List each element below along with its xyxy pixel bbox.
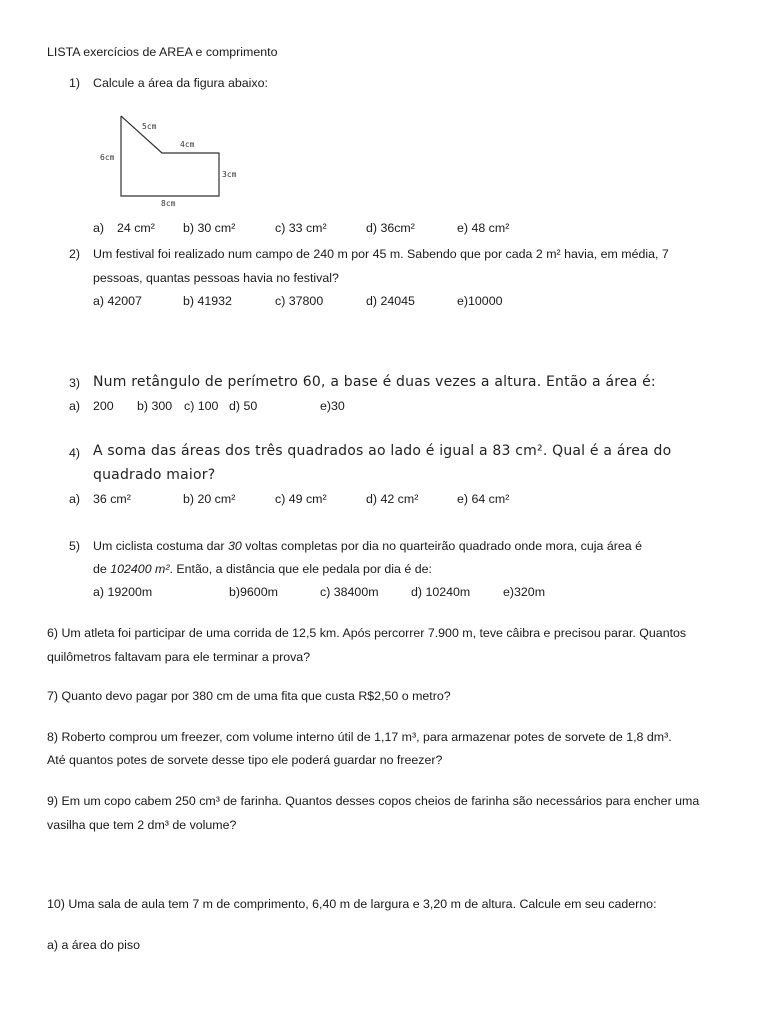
label-8cm: 8cm [161, 199, 176, 208]
q4-option-c: c) 49 cm² [275, 492, 327, 506]
q3-option-label-a: a) [69, 399, 81, 413]
q5-option-e: e)320m [503, 585, 546, 599]
q4-line1: A soma das áreas dos três quadrados ao lado é igual a 83 cm². Qual é a área do [93, 443, 672, 459]
page-title: LISTA exercícios de AREA e comprimento [47, 45, 278, 59]
q2-option-c: c) 37800 [275, 294, 324, 308]
q5-laps: 30 [227, 539, 242, 553]
q4-option-e: e) 64 cm² [457, 492, 510, 506]
q1-option-a: 24 cm² [117, 221, 155, 235]
q3-option-a: 200 [93, 399, 114, 413]
q2-option-d: d) 24045 [366, 294, 415, 308]
q5-option-a: a) 19200m [93, 585, 153, 599]
q7-line1: 7) Quanto devo pagar por 380 cm de uma fita que custa R$2,50 o metro? [47, 689, 451, 703]
q5-line1-a: Um ciclista costuma dar [93, 539, 228, 553]
q4-line2: quadrado maior? [93, 467, 216, 483]
label-3cm: 3cm [222, 170, 237, 179]
q2-number: 2) [69, 247, 81, 261]
q2-option-b: b) 41932 [183, 294, 232, 308]
q5-area: 102400 m² [110, 562, 170, 576]
q5-line1 [93, 538, 642, 554]
q3-option-e: e)30 [320, 399, 345, 413]
q2-line1: Um festival foi realizado num campo de 240 m por 45 m. Sabendo que por cada 2 m² havia, em média, 7 [93, 247, 669, 261]
q10-line1: 10) Uma sala de aula tem 7 m de comprimento, 6,40 m de largura e 3,20 m de altura. Calcule em seu caderno: [47, 897, 657, 911]
q2-line2: pessoas, quantas pessoas havia no festival? [93, 271, 339, 285]
q3-option-d: d) 50 [229, 399, 258, 413]
q5-number: 5) [69, 539, 81, 553]
label-5cm: 5cm [142, 122, 157, 131]
q1-number: 1) [69, 76, 81, 90]
q1-option-c: c) 33 cm² [275, 221, 327, 235]
q5-line2-a: de [93, 562, 111, 576]
q5-option-d: d) 10240m [411, 585, 471, 599]
q6-line2: quilômetros faltavam para ele terminar a prova? [47, 650, 311, 664]
label-4cm: 4cm [180, 140, 195, 149]
q3-option-c: c) 100 [184, 399, 219, 413]
q8-line2: Até quantos potes de sorvete desse tipo ele poderá guardar no freezer? [47, 753, 443, 767]
q1-option-label-a: a) [93, 221, 105, 235]
q4-option-d: d) 42 cm² [366, 492, 419, 506]
q1-option-d: d) 36cm² [366, 221, 415, 235]
q4-number: 4) [69, 446, 81, 460]
q2-option-e: e)10000 [457, 294, 503, 308]
q5-line2-c: . Então, a distância que ele pedala por dia é de: [169, 562, 432, 576]
q4-option-label-a: a) [69, 492, 81, 506]
q3-number: 3) [69, 376, 81, 390]
q10-item-a: a) a área do piso [47, 938, 140, 952]
q4-option-a: 36 cm² [93, 492, 131, 506]
q5-option-c: c) 38400m [320, 585, 379, 599]
q1-option-b: b) 30 cm² [183, 221, 236, 235]
label-6cm: 6cm [100, 153, 115, 162]
q3-option-b: b) 300 [137, 399, 173, 413]
q1-text: Calcule a área da figura abaixo: [93, 76, 268, 90]
q3-text: Num retângulo de perímetro 60, a base é duas vezes a altura. Então a área é: [93, 374, 656, 390]
q5-line1-c: voltas completas por dia no quarteirão quadrado onde mora, cuja área é [241, 539, 642, 553]
q9-line2: vasilha que tem 2 dm³ de volume? [47, 818, 237, 832]
q4-option-b: b) 20 cm² [183, 492, 236, 506]
q8-line1: 8) Roberto comprou um freezer, com volume interno útil de 1,17 m³, para armazenar potes de sorvete de 1,8 dm³. [47, 730, 672, 744]
q1-figure [95, 110, 255, 215]
q5-line2 [93, 561, 432, 577]
q9-line1: 9) Em um copo cabem 250 cm³ de farinha. Quantos desses copos cheios de farinha são necessários para encher uma [47, 794, 700, 808]
q2-option-a: a) 42007 [93, 294, 142, 308]
q6-line1: 6) Um atleta foi participar de uma corrida de 12,5 km. Após percorrer 7.900 m, teve câibra e precisou parar. Quantos [47, 626, 687, 640]
q1-option-e: e) 48 cm² [457, 221, 510, 235]
q5-option-b: b)9600m [229, 585, 278, 599]
